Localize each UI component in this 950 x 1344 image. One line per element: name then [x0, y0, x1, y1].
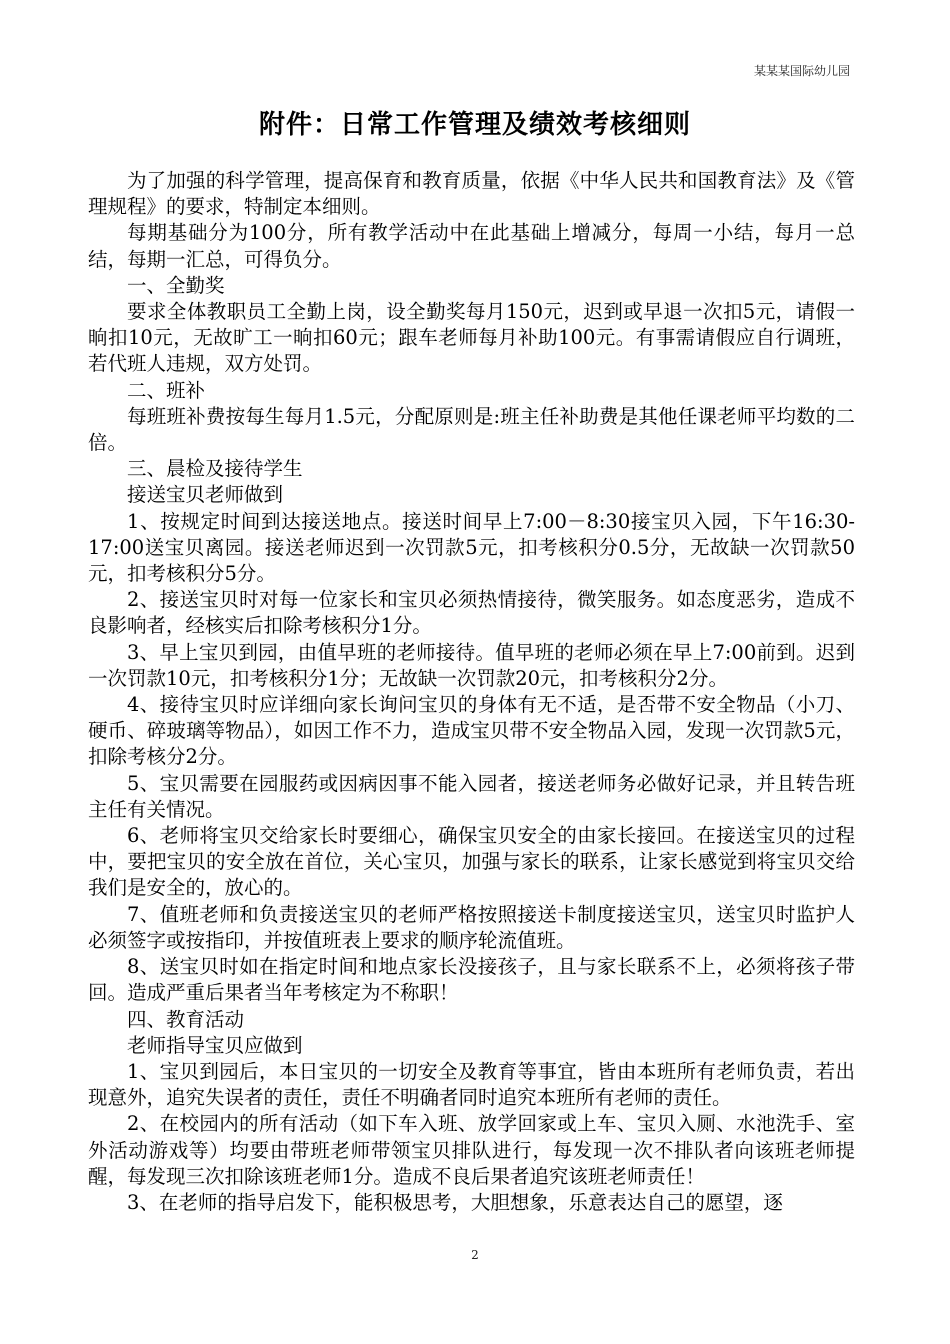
page-number: 2: [471, 1248, 479, 1262]
list-item: 1、宝贝到园后，本日宝贝的一切安全及教育等事宜，皆由本班所有老师负责，若出现意外，追究失误者的责任，责任不明确者同时追究本班所有老师的责任。: [88, 1059, 855, 1110]
list-item: 7、值班老师和负责接送宝贝的老师严格按照接送卡制度接送宝贝，送宝贝时监护人必须签字或按指印，并按值班表上要求的顺序轮流值班。: [88, 902, 855, 952]
subsection-heading: 老师指导宝贝应做到: [127, 1033, 303, 1057]
list-item: 2、接送宝贝时对每一位家长和宝贝必须热情接待，微笑服务。如态度恶劣，造成不良影响者，经核实后扣除考核积分1分。: [88, 588, 855, 638]
body-paragraph: 为了加强的科学管理，提高保育和教育质量，依据《中华人民共和国教育法》及《管理规程》的要求，特制定本细则。: [88, 169, 855, 219]
list-item: 1、按规定时间到达接送地点。接送时间早上7:00－8:30接宝贝入园，下午16:30-17:00送宝贝离园。接送老师迟到一次罚款5元，扣考核积分0.5分，无故缺一次罚款50元，扣考核积分5分。: [88, 509, 855, 586]
section-heading: 三、晨检及接待学生: [127, 457, 303, 481]
section-heading: 四、教育活动: [127, 1007, 245, 1031]
list-item: 4、接待宝贝时应详细向家长询问宝贝的身体有无不适，是否带不安全物品（小刀、硬币、碎玻璃等物品），如因工作不力，造成宝贝带不安全物品入园，发现一次罚款5元，扣除考核分2分。: [88, 693, 855, 769]
body-paragraph: 每期基础分为100分，所有教学活动中在此基础上增减分，每周一小结，每月一总结，每期一汇总，可得负分。: [88, 221, 855, 271]
list-item: 3、早上宝贝到园，由值早班的老师接待。值早班的老师必须在早上7:00前到。迟到一次罚款10元，扣考核积分1分；无故缺一次罚款20元，扣考核积分2分。: [88, 640, 855, 690]
document-body: [88, 168, 855, 1216]
section-heading: 二、班补: [127, 378, 206, 402]
list-item: 6、老师将宝贝交给家长时要细心，确保宝贝安全的由家长接回。在接送宝贝的过程中，要把宝贝的安全放在首位，关心宝贝，加强与家长的联系，让家长感觉到将宝贝交给我们是安全的，放心的。: [88, 824, 855, 900]
section-heading: 一、全勤奖: [127, 273, 225, 297]
list-item: 3、在老师的指导启发下，能积极思考，大胆想象，乐意表达自己的愿望，逐: [127, 1190, 783, 1214]
body-paragraph: 每班班补费按每生每月1.5元，分配原则是:班主任补助费是其他任课老师平均数的二倍。: [88, 404, 855, 455]
list-item: 5、宝贝需要在园服药或因病因事不能入园者，接送老师务必做好记录，并且转告班主任有关情况。: [88, 771, 855, 821]
subsection-heading: 接送宝贝老师做到: [127, 483, 284, 507]
body-paragraph: 要求全体教职员工全勤上岗，设全勤奖每月150元，迟到或早退一次扣5元，请假一晌扣10元，无故旷工一晌扣60元；跟车老师每月补助100元。有事需请假应自行调班，若代班人违规，双方处罚。: [88, 300, 855, 376]
list-item: 8、送宝贝时如在指定时间和地点家长没接孩子，且与家长联系不上，必须将孩子带回。造成严重后果者当年考核定为不称职！: [88, 955, 855, 1005]
document-title: 附件：日常工作管理及绩效考核细则: [258, 110, 691, 140]
header-org-name: 某某某国际幼儿园: [753, 64, 850, 78]
list-item: 2、在校园内的所有活动（如下车入班、放学回家或上车、宝贝入厕、水池洗手、室外活动游戏等）均要由带班老师带领宝贝排队进行，每发现一次不排队者向该班老师提醒，每发现三次扣除该班老师1分。造成不良后果者追究该班老师责任！: [88, 1112, 855, 1188]
